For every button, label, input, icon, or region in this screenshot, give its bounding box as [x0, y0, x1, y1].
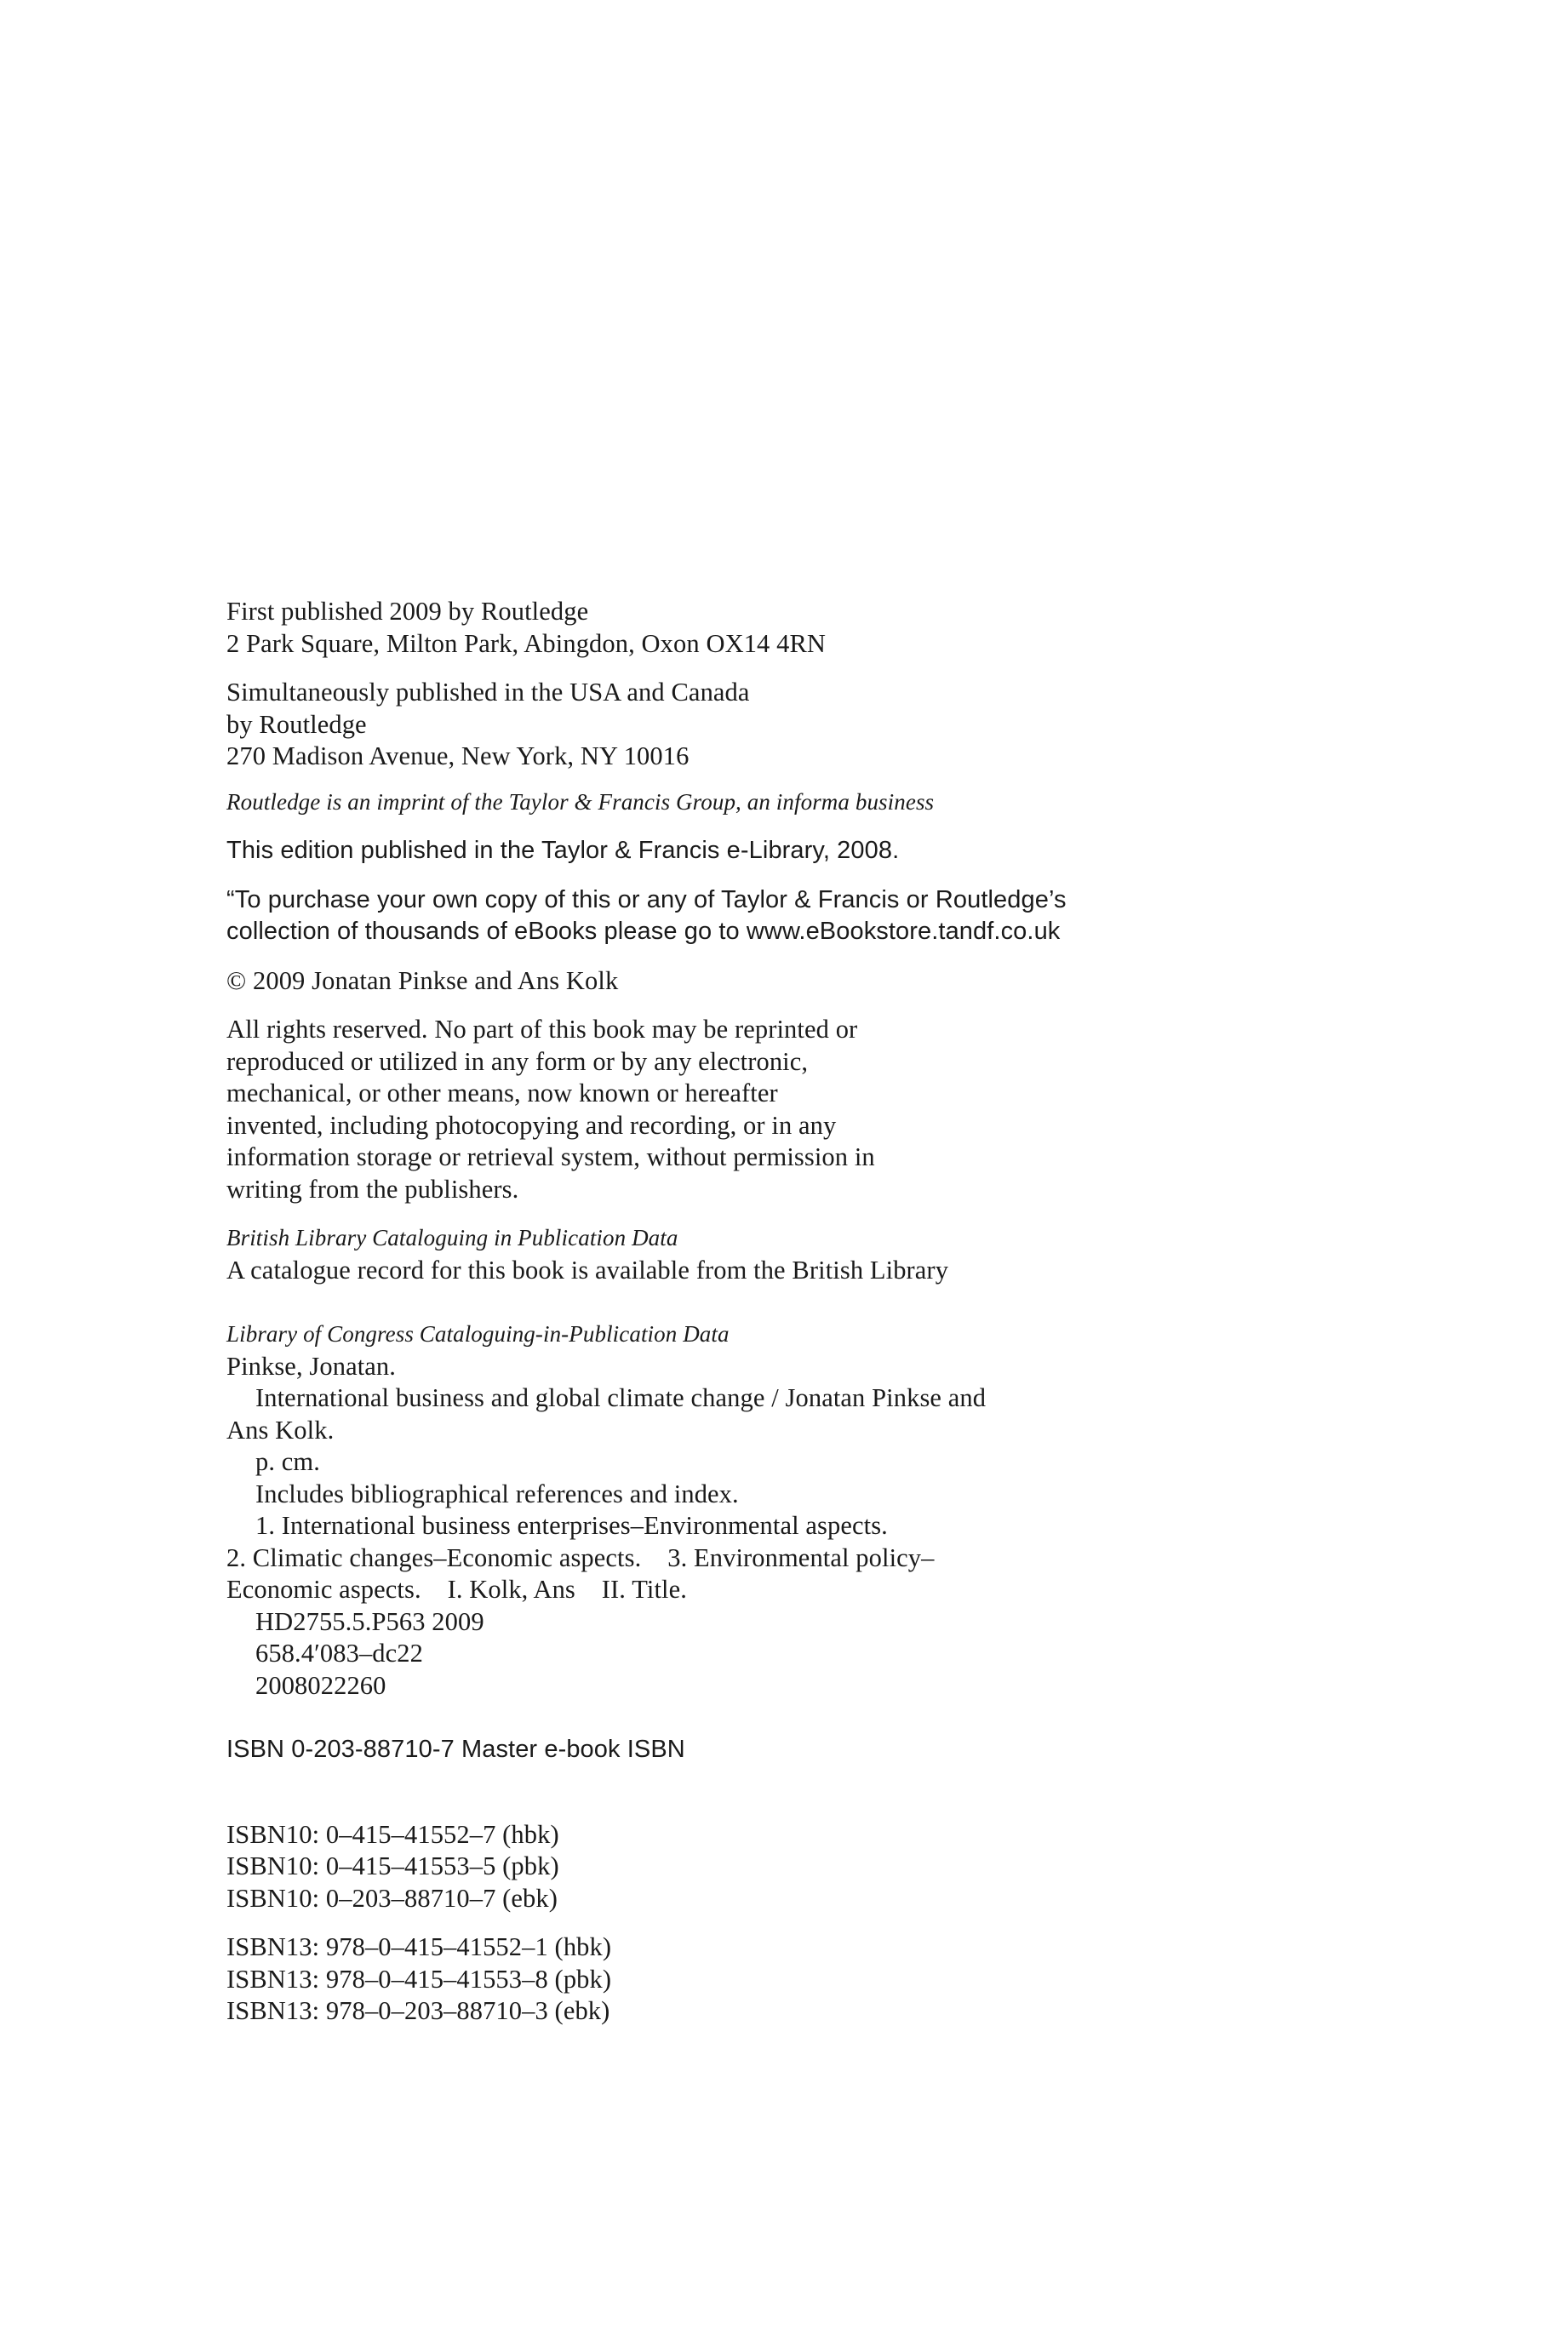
loc-subjects-line-2: 2. Climatic changes–Economic aspects. 3. Environmental policy–	[226, 1542, 935, 1572]
rights-line: reproduced or utilized in any form or by any electronic,	[226, 1046, 809, 1076]
loc-heading: Library of Congress Cataloguing-in-Publication Data	[226, 1321, 730, 1347]
loc-author: Pinkse, Jonatan.	[226, 1351, 396, 1381]
us-publisher-info	[226, 677, 1418, 773]
rights-block	[226, 1014, 1418, 1205]
purchase-block	[226, 884, 1418, 948]
loc-includes: Includes bibliographical references and index.	[255, 1479, 739, 1508]
british-library-block	[226, 1222, 1418, 1286]
copyright-line: © 2009 Jonatan Pinkse and Ans Kolk	[226, 965, 619, 995]
isbn10-line: ISBN10: 0–415–41552–7 (hbk)	[226, 1819, 559, 1849]
isbn13-line: ISBN13: 978–0–415–41552–1 (hbk)	[226, 1932, 612, 1961]
rights-line: writing from the publishers.	[226, 1174, 519, 1204]
rights-line: All rights reserved. No part of this book may be reprinted or	[226, 1015, 858, 1044]
loc-call-number: HD2755.5.P563 2009	[255, 1606, 484, 1636]
isbn10-line: ISBN10: 0–203–88710–7 (ebk)	[226, 1883, 558, 1913]
loc-subjects-line-1: 1. International business enterprises–Environmental aspects.	[255, 1511, 888, 1540]
isbn13-line: ISBN13: 978–0–415–41553–8 (pbk)	[226, 1964, 612, 1994]
first-published-line: First published 2009 by Routledge	[226, 597, 589, 626]
loc-block	[226, 1319, 1418, 1702]
imprint-block	[226, 787, 1418, 819]
imprint-note: Routledge is an imprint of the Taylor & Francis Group, an informa business	[226, 788, 935, 815]
purchase-line-1: “To purchase your own copy of this or any of Taylor & Francis or Routledge’s	[226, 885, 1067, 913]
rights-line: information storage or retrieval system, without permission in	[226, 1142, 875, 1171]
british-library-text: A catalogue record for this book is available from the British Library	[226, 1255, 949, 1285]
loc-dewey: 658.4′083–dc22	[255, 1639, 423, 1668]
by-line: by Routledge	[226, 709, 367, 739]
rights-line: mechanical, or other means, now known or hereafter	[226, 1079, 778, 1107]
loc-lccn: 2008022260	[255, 1670, 386, 1700]
publisher-info	[226, 596, 1418, 660]
master-isbn-block	[226, 1734, 1418, 1766]
loc-title-line-2: Ans Kolk.	[226, 1415, 335, 1445]
edition-line: This edition published in the Taylor & Francis e-Library, 2008.	[226, 837, 900, 864]
purchase-line-2: collection of thousands of eBooks please go to www.eBookstore.tandf.co.uk	[226, 918, 1061, 945]
us-address-line: 270 Madison Avenue, New York, NY 10016	[226, 741, 690, 770]
copyright-page	[226, 596, 1418, 2028]
loc-subjects-line-3: Economic aspects. I. Kolk, Ans II. Title.	[226, 1575, 687, 1604]
uk-address-line: 2 Park Square, Milton Park, Abingdon, Oxon OX14 4RN	[226, 628, 827, 658]
isbn13-line: ISBN13: 978–0–203–88710–3 (ebk)	[226, 1996, 610, 2025]
isbn10-line: ISBN10: 0–415–41553–5 (pbk)	[226, 1851, 559, 1880]
rights-line: invented, including photocopying and recording, or in any	[226, 1110, 837, 1140]
simultaneous-line: Simultaneously published in the USA and Canada	[226, 678, 750, 707]
isbn10-block	[226, 1819, 1418, 1915]
loc-pcm: p. cm.	[255, 1447, 320, 1476]
copyright-block	[226, 965, 1418, 998]
master-isbn-line: ISBN 0-203-88710-7 Master e-book ISBN	[226, 1736, 685, 1763]
loc-title-line-1: International business and global climate change / Jonatan Pinkse and	[255, 1383, 987, 1412]
british-library-heading: British Library Cataloguing in Publication Data	[226, 1225, 678, 1250]
isbn13-block	[226, 1931, 1418, 2028]
edition-block	[226, 835, 1418, 867]
